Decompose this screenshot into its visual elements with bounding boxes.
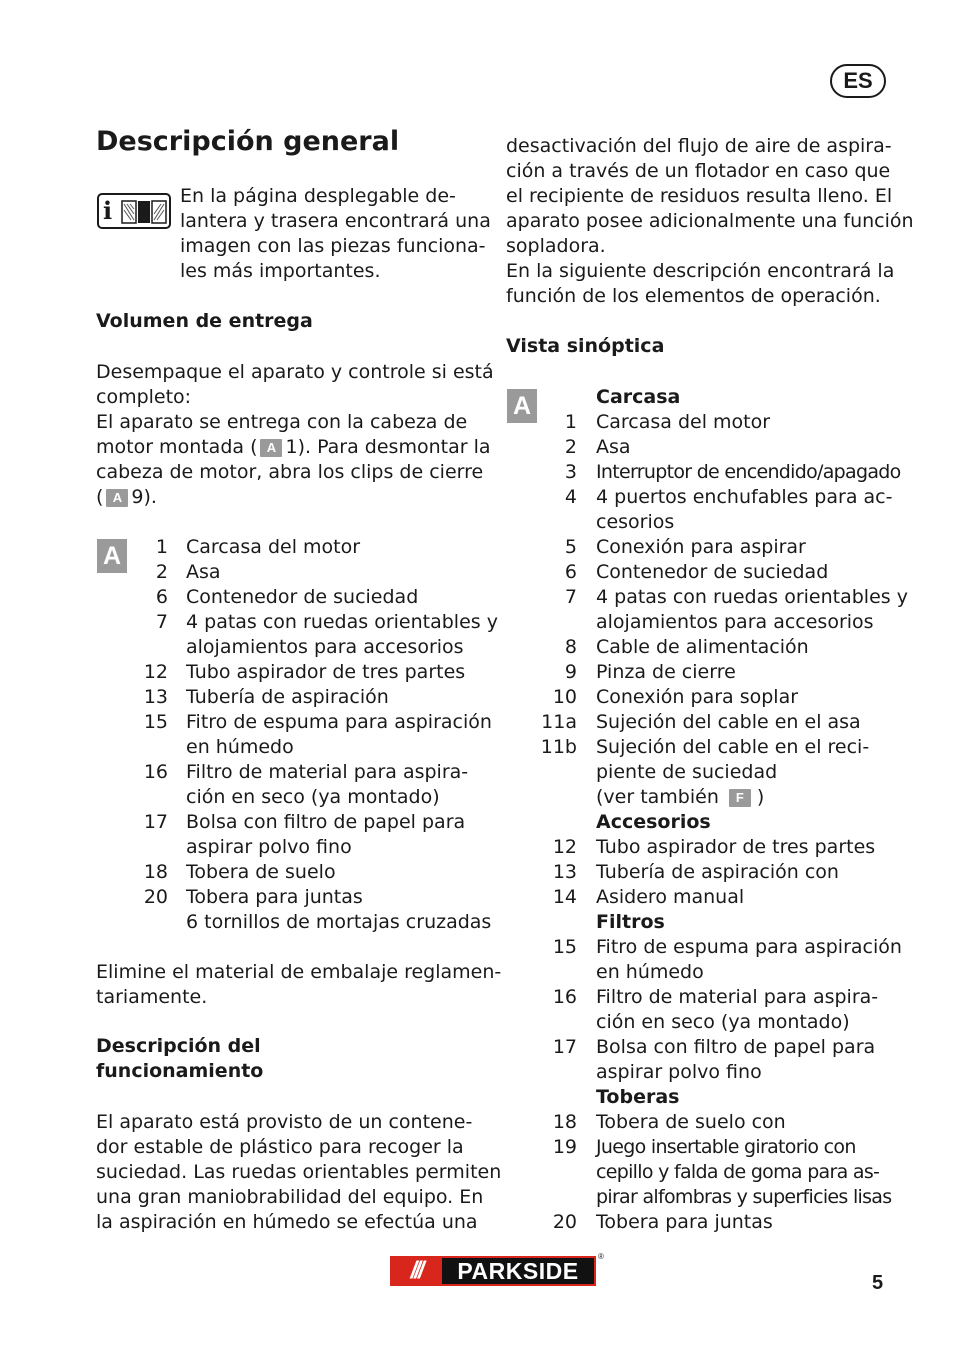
item-text: Toberas — [596, 1086, 680, 1108]
item-text: Asa — [186, 561, 221, 583]
item-number — [530, 810, 577, 835]
language-badge: ES — [830, 64, 886, 98]
item-number: 13 — [143, 686, 168, 708]
item-text: Sujeción del cable en el reci- — [596, 736, 870, 758]
item-number: 8 — [564, 636, 577, 658]
funcionamiento-line: la aspiración en húmedo se efectúa una — [96, 1211, 478, 1233]
list-item — [530, 1060, 908, 1085]
item-number — [530, 760, 577, 785]
funcionamiento-text-right — [506, 134, 914, 309]
item-number — [530, 1085, 577, 1110]
list-item — [530, 1035, 908, 1060]
foldout-pages-icon — [121, 200, 167, 224]
list-item — [530, 960, 908, 985]
funcionamiento-line: dor estable de plástico para recoger la — [96, 1136, 464, 1158]
item-text: pirar alfombras y superficies lisas — [596, 1186, 892, 1208]
item-text: Carcasa — [596, 386, 681, 408]
item-number — [530, 960, 577, 985]
item-text: en húmedo — [596, 961, 704, 983]
funcionamiento-line: El aparato está provisto de un contene- — [96, 1111, 473, 1133]
list-item — [530, 560, 908, 585]
text-fragment: ) — [756, 786, 765, 808]
list-item — [530, 785, 908, 810]
see-also-text — [596, 785, 764, 810]
figure-a-marker: A — [97, 539, 127, 573]
item-text: 4 patas con ruedas orientables y — [596, 586, 908, 608]
list-item — [120, 735, 498, 760]
item-number: 16 — [552, 986, 577, 1008]
list-subheading — [530, 910, 908, 935]
figure-a-badge: A — [106, 489, 128, 507]
page-title: Descripción general — [96, 126, 400, 157]
heading-line: funcionamiento — [96, 1060, 264, 1082]
item-text: Fitro de espuma para aspiración — [596, 936, 902, 958]
item-text: Asidero manual — [596, 886, 745, 908]
funcionamiento-text-left — [96, 1110, 501, 1235]
list-item — [120, 785, 498, 810]
list-item — [120, 810, 498, 835]
item-text: Filtro de material para aspira- — [596, 986, 879, 1008]
info-text-line: lantera y trasera encontrará una — [180, 210, 491, 232]
volumen-intro-line: Desempaque el aparato y controle si está — [96, 361, 494, 383]
sinoptica-heading: Vista sinóptica — [506, 335, 665, 357]
item-number: 1 — [155, 536, 168, 558]
item-text: Bolsa con filtro de papel para — [596, 1036, 876, 1058]
item-number: 2 — [564, 436, 577, 458]
item-text: piente de suciedad — [596, 761, 778, 783]
item-text: Tubo aspirador de tres partes — [186, 661, 466, 683]
list-item — [120, 535, 498, 560]
funcionamiento-line: aparato posee adicionalmente una función — [506, 210, 914, 232]
funcionamiento-line: suciedad. Las ruedas orientables permiten — [96, 1161, 502, 1183]
item-text: Tubería de aspiración — [186, 686, 389, 708]
funcionamiento-line: función de los elementos de operación. — [506, 285, 881, 307]
item-number: 11b — [540, 736, 577, 758]
item-text: Tobera para juntas — [596, 1211, 773, 1233]
item-number — [530, 1060, 577, 1085]
item-number: 7 — [155, 611, 168, 633]
item-text: aspirar polvo fino — [186, 836, 352, 858]
item-number: 13 — [552, 861, 577, 883]
text-fragment: 9). — [131, 486, 157, 508]
registered-mark: ® — [598, 1252, 604, 1261]
item-number: 6 — [155, 586, 168, 608]
volumen-intro-line — [96, 485, 494, 510]
list-item — [530, 485, 908, 510]
funcionamiento-line: ción a través de un flotador en caso que — [506, 160, 891, 182]
item-number: 16 — [143, 761, 168, 783]
item-number — [120, 910, 168, 935]
list-item — [120, 885, 498, 910]
funcionamiento-heading — [96, 1034, 263, 1084]
item-number: 20 — [552, 1211, 577, 1233]
item-number: 19 — [552, 1136, 577, 1158]
item-text: en húmedo — [186, 736, 294, 758]
list-item — [530, 860, 908, 885]
item-number — [120, 835, 168, 860]
item-text: Juego insertable giratorio con — [596, 1136, 856, 1158]
list-item — [530, 410, 908, 435]
item-text: Tobera de suelo con — [596, 1111, 786, 1133]
item-text: Tubo aspirador de tres partes — [596, 836, 876, 858]
list-item — [530, 1210, 908, 1235]
list-item — [530, 1110, 908, 1135]
list-item — [530, 660, 908, 685]
volumen-outro-line: Elimine el material de embalaje reglamen- — [96, 961, 502, 983]
parkside-logo — [390, 1256, 596, 1286]
list-item — [530, 710, 908, 735]
logo-slashes: /// — [410, 1257, 422, 1284]
sinoptica-parts-list — [530, 385, 908, 1235]
item-text: Tubería de aspiración con — [596, 861, 839, 883]
list-item — [530, 760, 908, 785]
info-text-line: imagen con las piezas funciona- — [180, 235, 486, 257]
list-subheading — [530, 810, 908, 835]
list-item — [120, 560, 498, 585]
item-text: Asa — [596, 436, 631, 458]
info-text — [180, 184, 491, 284]
item-number: 9 — [564, 661, 577, 683]
item-text: Contenedor de suciedad — [596, 561, 829, 583]
item-text: 4 puertos enchufables para ac- — [596, 486, 893, 508]
item-text: 4 patas con ruedas orientables y — [186, 611, 498, 633]
list-item — [530, 685, 908, 710]
list-item — [530, 460, 908, 485]
list-item — [120, 610, 498, 635]
item-text: Sujeción del cable en el asa — [596, 711, 861, 733]
item-number — [530, 1010, 577, 1035]
item-text: Fitro de espuma para aspiración — [186, 711, 492, 733]
figure-a-marker: A — [507, 389, 537, 423]
list-item — [120, 760, 498, 785]
item-number: 18 — [143, 861, 168, 883]
item-text: Conexión para soplar — [596, 686, 799, 708]
item-number: 10 — [552, 686, 577, 708]
item-number: 15 — [143, 711, 168, 733]
list-subheading — [530, 385, 908, 410]
item-text: aspirar polvo fino — [596, 1061, 762, 1083]
item-text: 6 tornillos de mortajas cruzadas — [186, 911, 492, 933]
list-item — [120, 860, 498, 885]
item-text: Cable de alimentación — [596, 636, 809, 658]
volumen-outro-line: tariamente. — [96, 986, 208, 1008]
funcionamiento-line: En la siguiente descripción encontrará la — [506, 260, 895, 282]
item-number: 14 — [552, 886, 577, 908]
text-fragment: (ver también — [596, 786, 719, 808]
item-text: Filtros — [596, 911, 665, 933]
item-number: 11a — [541, 711, 577, 733]
item-text: cepillo y falda de goma para as- — [596, 1161, 880, 1183]
text-fragment: ( — [96, 486, 104, 508]
item-number: 15 — [552, 936, 577, 958]
volumen-intro-line — [96, 435, 494, 460]
item-number — [530, 385, 577, 410]
item-text: Pinza de cierre — [596, 661, 736, 683]
item-number: 12 — [552, 836, 577, 858]
page-number: 5 — [872, 1272, 884, 1294]
item-number — [120, 635, 168, 660]
item-number: 3 — [564, 461, 577, 483]
funcionamiento-line: desactivación del flujo de aire de aspira- — [506, 135, 892, 157]
item-text: alojamientos para accesorios — [596, 611, 874, 633]
item-text: Bolsa con filtro de papel para — [186, 811, 466, 833]
item-text: alojamientos para accesorios — [186, 636, 464, 658]
list-item — [530, 510, 908, 535]
list-item — [530, 885, 908, 910]
list-item — [530, 935, 908, 960]
list-item — [530, 535, 908, 560]
item-text: Interruptor de encendido/apagado — [596, 461, 901, 483]
list-item — [120, 710, 498, 735]
item-number — [530, 910, 577, 935]
text-fragment: motor montada ( — [96, 436, 258, 458]
list-item — [530, 435, 908, 460]
volumen-parts-list — [120, 535, 498, 935]
volumen-intro-line: El aparato se entrega con la cabeza de — [96, 411, 468, 433]
item-text: ción en seco (ya montado) — [596, 1011, 850, 1033]
list-item — [120, 585, 498, 610]
list-subheading — [530, 1085, 908, 1110]
item-text: Carcasa del motor — [186, 536, 361, 558]
item-number: 17 — [143, 811, 168, 833]
item-number: 1 — [564, 411, 577, 433]
funcionamiento-line: el recipiente de residuos resulta lleno. El — [506, 185, 893, 207]
item-text: Filtro de material para aspira- — [186, 761, 469, 783]
list-item — [530, 985, 908, 1010]
volumen-intro — [96, 360, 494, 510]
info-i-glyph: i — [103, 196, 113, 225]
funcionamiento-line: una gran maniobrabilidad del equipo. En — [96, 1186, 484, 1208]
list-item — [120, 685, 498, 710]
volumen-intro-line: cabeza de motor, abra los clips de cierre — [96, 461, 484, 483]
item-number: 12 — [143, 661, 168, 683]
item-number — [530, 610, 577, 635]
item-number — [530, 1160, 577, 1185]
volumen-heading: Volumen de entrega — [96, 310, 313, 332]
text-fragment: 1). Para desmontar la — [285, 436, 491, 458]
list-item — [530, 835, 908, 860]
item-text: Tobera de suelo — [186, 861, 336, 883]
figure-f-badge: F — [729, 789, 751, 807]
list-item — [120, 660, 498, 685]
item-number — [530, 510, 577, 535]
logo-name: PARKSIDE — [442, 1258, 594, 1284]
figure-a-badge: A — [260, 439, 282, 457]
info-text-line: les más importantes. — [180, 260, 381, 282]
item-number: 2 — [155, 561, 168, 583]
list-item — [530, 1010, 908, 1035]
list-item — [120, 635, 498, 660]
list-item — [530, 610, 908, 635]
list-item — [530, 585, 908, 610]
item-number — [530, 785, 577, 810]
list-item — [530, 1185, 908, 1210]
item-text: Contenedor de suciedad — [186, 586, 419, 608]
item-text: Accesorios — [596, 811, 711, 833]
item-number — [530, 1185, 577, 1210]
item-text: Tobera para juntas — [186, 886, 363, 908]
item-number: 20 — [143, 886, 168, 908]
item-number: 4 — [564, 486, 577, 508]
list-item — [530, 1135, 908, 1160]
item-number: 5 — [564, 536, 577, 558]
list-item — [530, 635, 908, 660]
info-text-line: En la página desplegable de- — [180, 185, 456, 207]
item-number: 6 — [564, 561, 577, 583]
item-number — [120, 735, 168, 760]
item-number: 17 — [552, 1036, 577, 1058]
info-icon — [97, 193, 171, 229]
item-text: Carcasa del motor — [596, 411, 771, 433]
item-number: 7 — [564, 586, 577, 608]
volumen-outro — [96, 960, 501, 1010]
item-text: ción en seco (ya montado) — [186, 786, 440, 808]
heading-line: Descripción del — [96, 1035, 261, 1057]
list-item — [530, 1160, 908, 1185]
item-text: cesorios — [596, 511, 675, 533]
list-item — [530, 735, 908, 760]
list-item — [120, 910, 498, 935]
list-item — [120, 835, 498, 860]
item-number — [120, 785, 168, 810]
funcionamiento-line: sopladora. — [506, 235, 606, 257]
item-text: Conexión para aspirar — [596, 536, 806, 558]
item-number: 18 — [552, 1111, 577, 1133]
volumen-intro-line: completo: — [96, 386, 192, 408]
